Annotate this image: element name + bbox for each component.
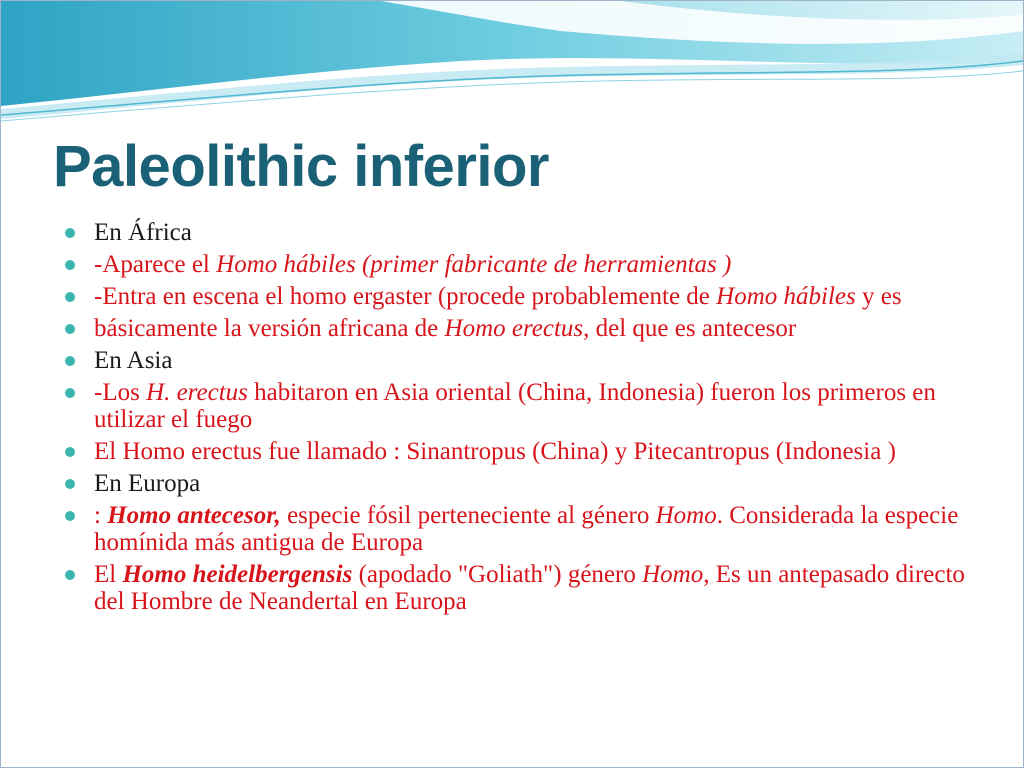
bullet-text: El Homo erectus fue llamado : Sinantropus (China) y Pitecantropus (Indonesia ) (94, 438, 896, 465)
bullet-text: habitaron en Asia oriental (China, Indonesia) fueron los primeros en utilizar el fuego (94, 379, 936, 433)
list-item (59, 470, 979, 497)
list-item (59, 219, 979, 246)
bullet-text-italic: Homo (655, 502, 717, 529)
list-item (59, 438, 979, 465)
bullet-text: -Aparece el (94, 251, 217, 278)
bullet-text: En África (94, 219, 192, 246)
bullet-text: y es (855, 283, 902, 310)
bullet-dot-icon (65, 260, 75, 270)
bullet-text: , Es un antepasado directo del Hombre de Neandertal en Europa (94, 561, 965, 615)
bullet-dot-icon (65, 292, 75, 302)
list-item (59, 561, 979, 615)
bullet-text-italic: Homo hábiles (716, 283, 856, 310)
bullet-dot-icon (65, 324, 75, 334)
list-item (59, 502, 979, 556)
bullet-text-bold-italic: Homo antecesor, (107, 502, 281, 529)
bullet-text-italic: Homo erectus (444, 315, 584, 342)
list-item (59, 379, 979, 433)
bullet-text: . Considerada la especie homínida más antigua de Europa (94, 502, 959, 556)
list-item (59, 315, 979, 342)
bullet-dot-icon (65, 479, 75, 489)
bullet-text-italic: Homo (642, 561, 704, 588)
header-wave-banner (1, 1, 1023, 131)
bullet-text: (apodado "Goliath") género (352, 561, 643, 588)
bullet-text: El (94, 561, 123, 588)
bullet-text: , del que es antecesor (583, 315, 797, 342)
bullet-dot-icon (65, 570, 75, 580)
bullet-dot-icon (65, 356, 75, 366)
bullet-text: : (94, 502, 108, 529)
bullet-dot-icon (65, 228, 75, 238)
bullet-text: -Entra en escena el homo ergaster (procede probablemente de (94, 283, 717, 310)
list-item (59, 347, 979, 374)
bullet-text: En Europa (94, 470, 201, 497)
slide-title: Paleolithic inferior (53, 134, 549, 199)
bullet-text-italic: H. erectus (146, 379, 248, 406)
bullet-text: En Asia (94, 347, 173, 374)
bullet-text: especie fósil perteneciente al género (280, 502, 656, 529)
bullet-text-italic: Homo hábiles (primer fabricante de herramientas ) (216, 251, 732, 278)
bullet-list (59, 219, 979, 620)
bullet-text: -Los (94, 379, 147, 406)
bullet-dot-icon (65, 388, 75, 398)
bullet-text-bold-italic: Homo heidelbergensis (122, 561, 353, 588)
list-item (59, 251, 979, 278)
bullet-text: básicamente la versión africana de (94, 315, 445, 342)
bullet-dot-icon (65, 511, 75, 521)
list-item (59, 283, 979, 310)
bullet-dot-icon (65, 447, 75, 457)
